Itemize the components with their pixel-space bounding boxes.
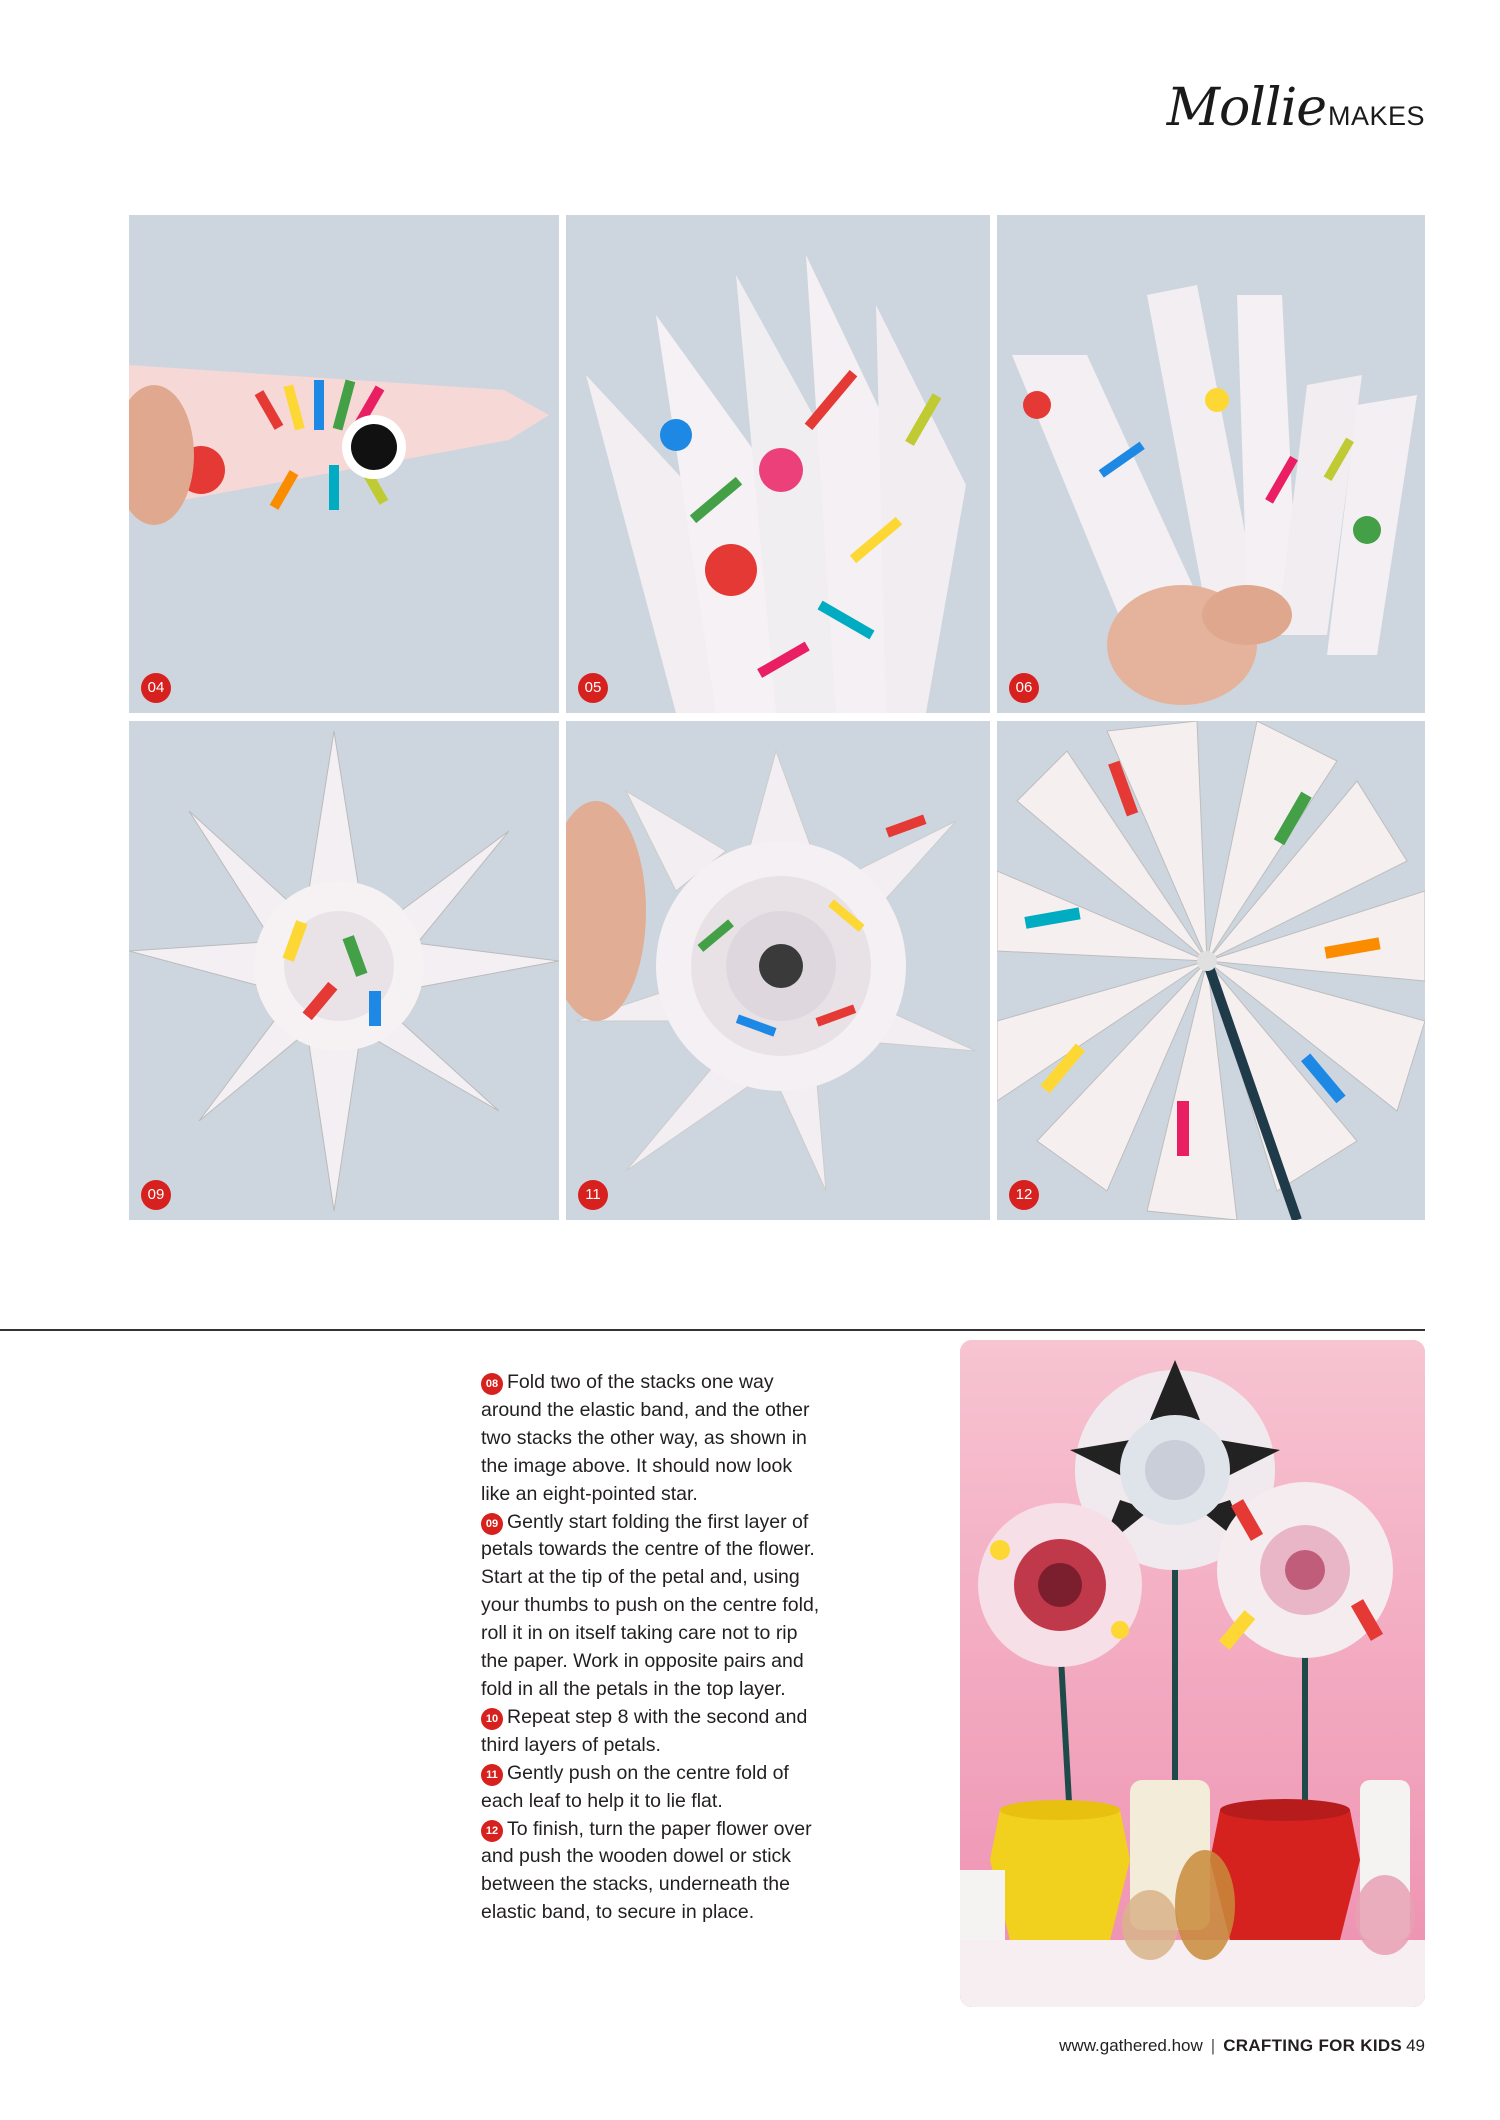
- folded-paper-petal-photo: [129, 215, 559, 713]
- instructions-column: [481, 1369, 821, 1927]
- page-number: 49: [1406, 2036, 1425, 2055]
- step-photo-06: [997, 215, 1425, 713]
- step-badge-04: 04: [141, 673, 171, 703]
- instruction-text: Gently push on the centre fold of each leaf to help it to lie flat.: [481, 1761, 789, 1812]
- section-divider: [0, 1329, 1425, 1331]
- instruction-step: [481, 1760, 821, 1816]
- instruction-text: Repeat step 8 with the second and third layers of petals.: [481, 1705, 808, 1756]
- step-number-badge: 08: [481, 1373, 503, 1395]
- step-number-badge: 12: [481, 1820, 503, 1842]
- eight-pointed-star-photo: [129, 721, 559, 1220]
- instruction-text: To finish, turn the paper flower over and push the wooden dowel or stick between the stacks, underneath the elastic band, to secure in place.: [481, 1817, 812, 1924]
- step-number-badge: 09: [481, 1513, 503, 1535]
- page-footer: [1059, 2036, 1425, 2056]
- step-badge-09: 09: [141, 1180, 171, 1210]
- footer-url[interactable]: www.gathered.how: [1059, 2036, 1203, 2055]
- brand-logo: [1166, 78, 1425, 138]
- step-photo-05: [566, 215, 990, 713]
- instruction-text: Fold two of the stacks one way around the elastic band, and the other two stacks the other way, as shown in the image above. It should now look like an eight-pointed star.: [481, 1371, 810, 1505]
- step-photo-12: [997, 721, 1425, 1220]
- step-photo-09: [129, 721, 559, 1220]
- paper-flowers-in-vases-photo: [960, 1340, 1425, 2007]
- step-badge-11: 11: [578, 1180, 608, 1210]
- step-badge-12: 12: [1009, 1180, 1039, 1210]
- instruction-step: [481, 1816, 821, 1928]
- step-number-badge: 10: [481, 1708, 503, 1730]
- instruction-step: [481, 1509, 821, 1704]
- instruction-step: [481, 1704, 821, 1760]
- rolled-petals-photo: [566, 721, 990, 1220]
- brand-script: Mollie: [1166, 78, 1326, 138]
- step-number-badge: 11: [481, 1764, 503, 1786]
- held-petal-stacks-photo: [997, 215, 1425, 713]
- footer-separator: |: [1210, 2036, 1216, 2055]
- finished-flowers-photo: [960, 1340, 1425, 2007]
- brand-caps: MAKES: [1327, 101, 1425, 131]
- fanned-petal-stacks-photo: [566, 215, 990, 713]
- instruction-step: [481, 1369, 821, 1509]
- step-badge-06: 06: [1009, 673, 1039, 703]
- flower-back-with-stick-photo: [997, 721, 1425, 1220]
- instruction-text: Gently start folding the first layer of petals towards the centre of the flower. Start at the tip of the petal and, using your thumbs to push on the centre fold, roll it in on itself taking care not to rip the paper. Work in opposite pairs and fold in all the petals in the top layer.: [481, 1510, 820, 1700]
- step-photo-04: [129, 215, 559, 713]
- step-photo-11: [566, 721, 990, 1220]
- footer-section-title: CRAFTING FOR KIDS: [1223, 2036, 1403, 2055]
- step-badge-05: 05: [578, 673, 608, 703]
